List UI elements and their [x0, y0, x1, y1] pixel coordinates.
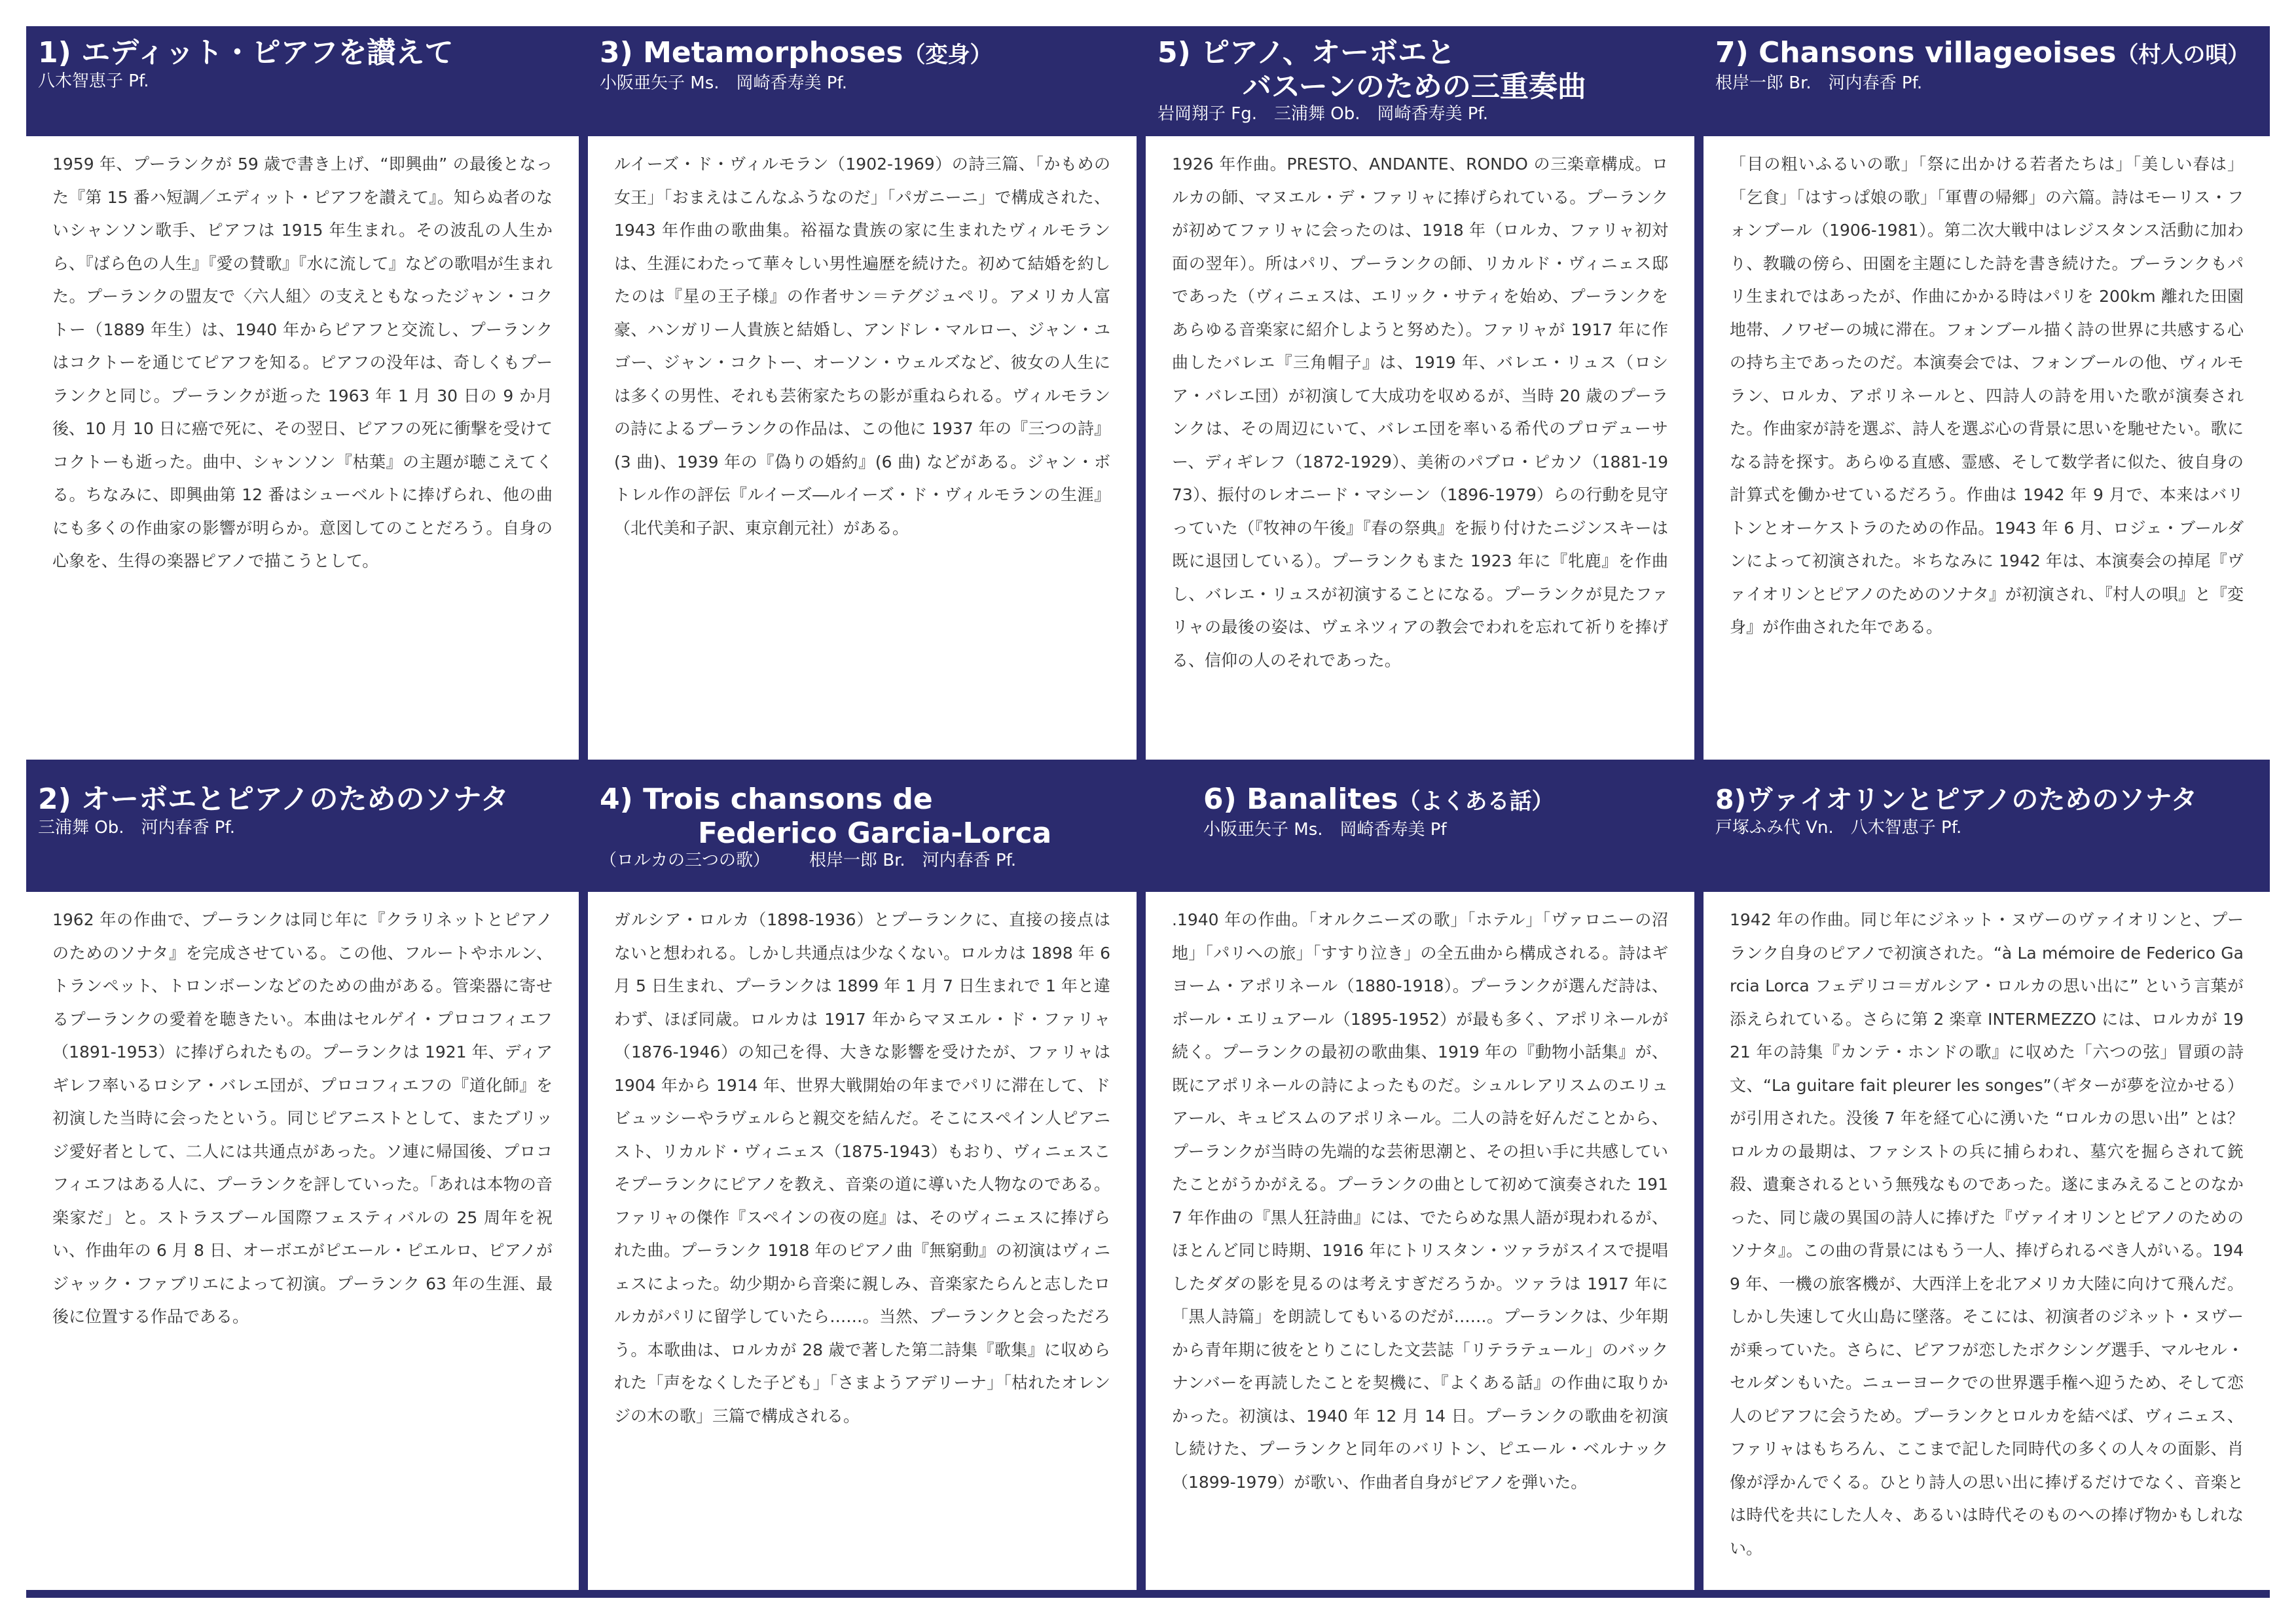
piece-2-title-text: オーボエとピアノのためのソナタ — [81, 783, 509, 816]
piece-3-notes — [588, 136, 1137, 760]
piece-4-title-translation: （ロルカの三つの歌） — [600, 851, 771, 870]
piece-8-title-text: ヴァイオリンとピアノのためのソナタ — [1746, 784, 2198, 815]
piece-1-header — [26, 26, 579, 136]
piece-8-header — [1704, 773, 2270, 892]
piece-5-notes — [1146, 136, 1694, 760]
piece-4-header — [588, 773, 1137, 892]
piece-8-title — [1715, 782, 2258, 817]
piece-1 — [26, 26, 579, 773]
piece-3-title-text: Metamorphoses — [643, 36, 903, 69]
piece-4-body: ガルシア・ロルカ（1898-1936）とプーランクに、直接の接点はないと想われる。しかし共通点は少なくない。ロルカは 1898 年 6 月 5 日生まれ、プーランクは 1899 年 1 月 7 日生まれで 1 年と違わず、ほぼ同歳。ロルカは 1917 年からマヌエル・ド・ファリャ（1876-1946）の知己を得、大きな影響を受けたが、ファリャは 1904 年から 1914 年、世界大戦開始の年までパリに滞在して、ドビュッシーやラヴェルらと親交を結んだ。そこにスペイン人ピアニスト、リカルド・ヴィニェス（1875-1943）もおり、ヴィニェスこそプーランクにピアノを教え、音楽の道に導いた人物なのである。ファリャの傑作『スペインの夜の庭』は、そのヴィニェスに捧げられた曲。プーランク 1918 年のピアノ曲『無窮動』の初演はヴィニェスによった。幼少期から音楽に親しみ、音楽家たらんと志したロルカがパリに留学していたら……。当然、プーランクと会っただろう。本歌曲は、ロルカが 28 歳で著した第二詩集『歌集』に収められた「声をなくした子ども」「さまようアデリーナ」「枯れたオレンジの木の歌」三篇で構成される。 — [614, 910, 1110, 1426]
piece-3-body: ルイーズ・ド・ヴィルモラン（1902-1969）の詩三篇、「かもめの女王」「おまえはこんなふうなのだ」「パガニーニ」で構成された、1943 年作曲の歌曲集。裕福な貴族の家に生まれたヴィルモランは、生涯にわたって華々しい男性遍歴を続けた。初めて結婚を約したのは『星の王子様』の作者サン＝テグジュペリ。アメリカ人富豪、ハンガリー人貴族と結婚し、アンドレ・マルロー、ジャン・ユゴー、ジャン・コクトー、オーソン・ウェルズなど、彼女の人生には多くの男性、それも芸術家たちの影が重ねられる。ヴィルモランの詩によるプーランクの作品は、この他に 1937 年の『三つの詩』(3 曲)、1939 年の『偽りの婚約』(6 曲) などがある。ジャン・ボトレル作の評伝『ルイーズ―ルイーズ・ド・ヴィルモランの生涯』（北代美和子訳、東京創元社）がある。 — [614, 155, 1110, 538]
piece-6-notes — [1146, 892, 1694, 1590]
piece-6 — [1146, 773, 1694, 1598]
piece-6-header — [1146, 773, 1694, 892]
piece-5-number: 5) — [1157, 36, 1191, 69]
piece-3-title — [600, 35, 1125, 73]
piece-4-title-line2: Federico Garcia-Lorca — [698, 817, 1052, 850]
program-sheet — [26, 26, 2270, 1598]
piece-6-title — [1157, 782, 1683, 819]
piece-4-title-text: Trois chansons de — [643, 783, 933, 816]
piece-5-title-line2: バスーンのための三重奏曲 — [1243, 70, 1586, 103]
piece-6-title-text: Banalites — [1247, 783, 1398, 816]
piece-2-number: 2) — [38, 783, 71, 816]
piece-6-title-translation: （よくある話） — [1398, 788, 1554, 815]
piece-1-performers: 八木智恵子 Pf. — [38, 71, 149, 91]
piece-8 — [1704, 773, 2270, 1598]
piece-5 — [1146, 26, 1694, 773]
piece-7-number: 7) — [1715, 36, 1749, 69]
piece-7-body: 「目の粗いふるいの歌」「祭に出かける若者たちは」「美しい春は」「乞食」「はすっぱ娘の歌」「軍曹の帰郷」の六篇。詩はモーリス・フォンブール（1906-1981）。第二次大戦中はレジスタンス活動に加わり、教職の傍ら、田園を主題にした詩を書き続けた。プーランクもパリ生まれではあったが、作曲にかかる時はパリを 200km 離れた田園地帯、ノワゼーの城に滞在。フォンブール描く詩の世界に共感する心の持ち主であったのだ。本演奏会では、フォンブールの他、ヴィルモラン、ロルカ、アポリネールと、四詩人の詩を用いた歌が演奏された。作曲家が詩を選ぶ、詩人を選ぶ心の背景に思いを馳せたい。歌になる詩を探す。あらゆる直感、霊感、そして数学者に似た、彼自身の計算式を働かせているだろう。作曲は 1942 年 9 月で、本来はバリトンとオーケストラのための作品。1943 年 6 月、ロジェ・ブールダンによって初演された。＊ちなみに 1942 年は、本演奏会の掉尾『ヴァイオリンとピアノのためのソナタ』が初演され、『村人の唄』と『変身』が作曲された年である。 — [1730, 155, 2244, 637]
piece-1-number: 1) — [38, 36, 71, 69]
piece-8-number: 8) — [1715, 784, 1747, 815]
piece-6-number: 6) — [1203, 783, 1237, 816]
piece-6-performers: 小阪亜矢子 Ms. 岡崎香寿美 Pf — [1203, 820, 1447, 840]
piece-7-title — [1715, 35, 2258, 73]
piece-6-body: .1940 年の作曲。「オルクニーズの歌」「ホテル」「ヴァロニーの沼地」「パリへの旅」「すすり泣き」の全五曲から構成される。詩はギヨーム・アポリネール（1880-1918）。プーランクが選んだ詩は、ポール・エリュアール（1895-1952）が最も多く、アポリネールが続く。プーランクの最初の歌曲集、1919 年の『動物小話集』が、既にアポリネールの詩によったものだ。シュルレアリスムのエリュアール、キュビスムのアポリネール。二人の詩を好んだことから、プーランクが当時の先端的な芸術思潮と、その担い手に共感していたことがうかがえる。プーランクの曲として初めて演奏された 1917 年作曲の『黒人狂詩曲』には、でたらめな黒人語が現われるが、ほとんど同じ時期、1916 年にトリスタン・ツァラがスイスで提唱したダダの影を見るのは考えすぎだろうか。ツァラは 1917 年に「黒人詩篇」を朗読してもいるのだが……。プーランクは、少年期から青年期に彼をとりこにした文芸誌「リテラテュール」のバックナンバーを再読したことを契機に、『よくある話』の作曲に取りかかった。初演は、1940 年 12 月 14 日。プーランクの歌曲を初演し続けた、プーランクと同年のバリトン、ピエール・ベルナック（1899-1979）が歌い、作曲者自身がピアノを弾いた。 — [1172, 910, 1668, 1492]
piece-4-number: 4) — [600, 783, 633, 816]
piece-7-header — [1704, 26, 2270, 136]
piece-2-header — [26, 773, 579, 892]
piece-5-body: 1926 年作曲。PRESTO、ANDANTE、RONDO の三楽章構成。ロルカの師、マヌエル・デ・ファリャに捧げられている。プーランクが初めてファリャに会ったのは、1918 年（ロルカ、ファリャ初対面の翌年）。所はパリ、プーランクの師、リカルド・ヴィニェス邸であった（ヴィニェスは、エリック・サティを始め、プーランクをあらゆる音楽家に紹介しようと努めた）。ファリャが 1917 年に作曲したバレエ『三角帽子』は、1919 年、バレエ・リュス（ロシア・バレエ団）が初演して大成功を収めるが、当時 20 歳のプーランクは、その周辺にいて、バレエ団を率いる希代のプロデューサー、ディギレフ（1872-1929）、美術のパブロ・ピカソ（1881-1973）、振付のレオニード・マシーン（1896-1979）らの行動を見守っていた（『牧神の午後』『春の祭典』を振り付けたニジンスキーは既に退団している）。プーランクもまた 1923 年に『牝鹿』を作曲し、バレエ・リュスが初演することになる。プーランクが見たファリャの最後の姿は、ヴェネツィアの教会でわれを忘れて祈りを捧げる、信仰の人のそれであった。 — [1172, 155, 1668, 670]
piece-1-title-text: エディット・ピアフを讃えて — [81, 36, 454, 69]
piece-3 — [588, 26, 1137, 773]
top-row — [26, 26, 2270, 773]
piece-5-title-text: ピアノ、オーボエと — [1201, 36, 1456, 69]
piece-2-title — [38, 782, 567, 817]
piece-8-notes — [1704, 892, 2270, 1590]
piece-7-notes — [1704, 136, 2270, 760]
bottom-row — [26, 773, 2270, 1598]
piece-1-notes — [26, 136, 579, 760]
piece-7-title-text: Chansons villageoises — [1758, 36, 2117, 69]
piece-1-title — [38, 35, 567, 71]
piece-3-title-translation: （変身） — [903, 42, 993, 68]
piece-4-title — [600, 782, 1125, 817]
piece-7 — [1704, 26, 2270, 773]
piece-7-performers: 根岸一郎 Br. 河内春香 Pf. — [1715, 73, 1923, 93]
piece-3-number: 3) — [600, 36, 633, 69]
piece-8-body: 1942 年の作曲。同じ年にジネット・ヌヴーのヴァイオリンと、プーランク自身のピアノで初演された。“à La mémoire de Federico Garcia Lorca フェデリコ＝ガルシア・ロルカの思い出に” という言葉が添えられている。さらに第 2 楽章 INTERMEZZO には、ロルカが 1921 年の詩集『カンテ・ホンドの歌』に収めた「六つの弦」冒頭の詩文、“La guitare fait pleurer les songes”（ギターが夢を泣かせる）が引用された。没後 7 年を経て心に湧いた “ロルカの思い出” とは？ ロルカの最期は、ファシストの兵に捕らわれ、墓穴を掘らされて銃殺、遺棄されるという無残なものであった。遂にまみえることのなかった、同じ歳の異国の詩人に捧げた『ヴァイオリンとピアノのためのソナタ』。この曲の背景にはもう一人、捧げられるべき人がいる。1949 年、一機の旅客機が、大西洋上を北アメリカ大陸に向けて飛んだ。しかし失速して火山島に墜落。そこには、初演者のジネット・ヌヴーが乗っていた。さらに、ピアフが恋したボクシング選手、マルセル・セルダンもいた。ニューヨークでの世界選手権へ迎うため、そして恋人のピアフに会うため。プーランクとロルカを結べば、ヴィニェス、ファリャはもちろん、ここまで記した同時代の多くの人々の面影、肖像が浮かんでくる。ひとり詩人の思い出に捧げるだけでなく、音楽とは時代を共にした人々、あるいは時代そのものへの捧げ物かもしれない。 — [1730, 910, 2261, 1558]
piece-1-body: 1959 年、プーランクが 59 歳で書き上げ、“即興曲” の最後となった『第 15 番ハ短調／エディット・ピアフを讃えて』。知らぬ者のないシャンソン歌手、ピアフは 1915 年生まれ。その波乱の人生から、『ばら色の人生』『愛の賛歌』『水に流して』などの歌唱が生まれた。プーランクの盟友で〈六人組〉の支えともなったジャン・コクトー（1889 年生）は、1940 年からピアフと交流し、プーランクはコクトーを通じてピアフを知る。ピアフの没年は、奇しくもプーランクと同じ。プーランクが逝った 1963 年 1 月 30 日の 9 か月後、10 月 10 日に癌で死に、その翌日、ピアフの死に衝撃を受けてコクトーも逝った。曲中、シャンソン『枯葉』の主題が聴こえてくる。ちなみに、即興曲第 12 番はシューベルトに捧げられ、他の曲にも多くの作曲家の影響が明らか。意図してのことだろう。自身の心象を、生得の楽器ピアノで描こうとして。 — [52, 155, 553, 570]
piece-2 — [26, 773, 579, 1598]
piece-2-performers: 三浦舞 Ob. 河内春香 Pf. — [38, 818, 235, 838]
piece-4-performers: 根岸一郎 Br. 河内春香 Pf. — [809, 851, 1017, 870]
piece-2-notes — [26, 892, 579, 1590]
piece-4-subline — [600, 850, 1125, 871]
piece-5-header — [1146, 26, 1694, 136]
piece-4 — [588, 773, 1137, 1598]
piece-5-performers: 岩岡翔子 Fg. 三浦舞 Ob. 岡崎香寿美 Pf. — [1157, 104, 1488, 124]
piece-8-performers: 戸塚ふみ代 Vn. 八木智恵子 Pf. — [1715, 818, 1962, 838]
piece-7-title-translation: （村人の唄） — [2116, 42, 2250, 68]
piece-5-title — [1157, 35, 1683, 71]
piece-3-performers: 小阪亜矢子 Ms. 岡崎香寿美 Pf. — [600, 73, 847, 93]
piece-2-body: 1962 年の作曲で、プーランクは同じ年に『クラリネットとピアノのためのソナタ』を完成させている。この他、フルートやホルン、トランペット、トロンボーンなどのための曲がある。管楽器に寄せるプーランクの愛着を聴きたい。本曲はセルゲイ・プロコフィエフ（1891-1953）に捧げられたもの。プーランクは 1921 年、ディアギレフ率いるロシア・バレエ団が、プロコフィエフの『道化師』を初演した当時に会ったという。同じピアニストとして、またブリッジ愛好者として、二人には共通点があった。ソ連に帰国後、プロコフィエフはある人に、プーランクを評していった。「あれは本物の音楽家だ」と。ストラスブール国際フェスティバルの 25 周年を祝い、作曲年の 6 月 8 日、オーボエがピエール・ピエルロ、ピアノがジャック・ファブリエによって初演。プーランク 63 年の生涯、最後に位置する作品である。 — [52, 910, 553, 1326]
piece-4-notes — [588, 892, 1137, 1590]
piece-3-header — [588, 26, 1137, 136]
